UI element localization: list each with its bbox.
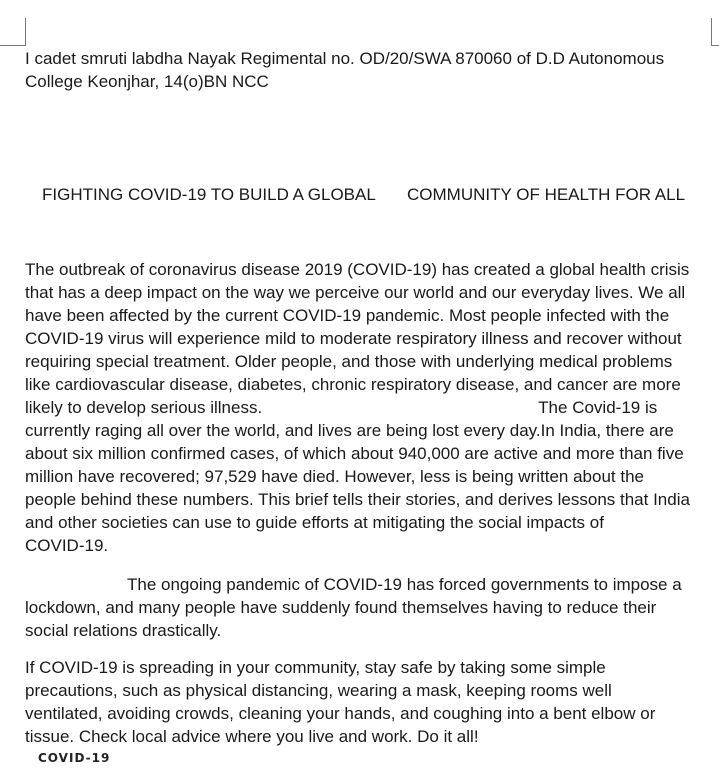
text-line: ventilated, avoiding crowds, cleaning your hands, and coughing into a bent elbow or — [25, 704, 656, 723]
text-line: COVID-19 virus will experience mild to moderate respiratory illness and recover without — [25, 329, 682, 348]
text-segment: The ongoing pandemic of COVID-19 has forced governments to impose a — [127, 575, 682, 594]
text-line: tissue. Check local advice where you live and work. Do it all! — [25, 727, 479, 746]
header-line: College Keonjhar, 14(o)BN NCC — [25, 72, 269, 91]
paragraph-1 — [25, 258, 709, 557]
text-line: that has a deep impact on the way we perceive our world and our everyday lives. We all — [25, 283, 686, 302]
text-line: about six million confirmed cases, of which about 940,000 are active and more than five — [25, 444, 684, 463]
text-line: social relations drastically. — [25, 621, 222, 640]
header-line: I cadet smruti labdha Nayak Regimental no. OD/20/SWA 870060 of D.D Autonomous — [25, 49, 665, 68]
text-segment: likely to develop serious illness. — [25, 398, 263, 417]
text-line: requiring special treatment. Older people, and those with underlying medical problems — [25, 352, 673, 371]
paragraph-2 — [25, 573, 709, 642]
covid-19-logo: COVID-19 — [38, 751, 111, 765]
page-corner-mark-right — [711, 18, 719, 46]
text-line: and other societies can use to guide efforts at mitigating the social impacts of — [25, 513, 604, 532]
essay-title-part-1: FIGHTING COVID-19 TO BUILD A GLOBAL — [42, 185, 376, 204]
text-line: currently raging all over the world, and lives are being lost every day.In India, there are — [25, 421, 674, 440]
text-line: The outbreak of coronavirus disease 2019 (COVID-19) has created a global health crisis — [25, 260, 690, 279]
text-line: have been affected by the current COVID-19 pandemic. Most people infected with the — [25, 306, 670, 325]
essay-title-part-2: COMMUNITY OF HEALTH FOR ALL — [407, 185, 686, 204]
text-line — [25, 573, 709, 596]
text-line: If COVID-19 is spreading in your community, stay safe by taking some simple — [25, 658, 606, 677]
page-corner-mark-left — [0, 18, 26, 46]
text-segment: The Covid-19 is — [538, 398, 658, 417]
text-line: precautions, such as physical distancing, wearing a mask, keeping rooms well — [25, 681, 612, 700]
text-line: people behind these numbers. This brief tells their stories, and derives lessons that India — [25, 490, 690, 509]
text-line: lockdown, and many people have suddenly found themselves having to reduce their — [25, 598, 657, 617]
text-line: million have recovered; 97,529 have died. However, less is being written about the — [25, 467, 644, 486]
cadet-header — [25, 47, 705, 93]
paragraph-3 — [25, 656, 709, 748]
text-line — [25, 396, 709, 419]
text-line: COVID-19. — [25, 536, 109, 555]
text-line: like cardiovascular disease, diabetes, chronic respiratory disease, and cancer are more — [25, 375, 681, 394]
